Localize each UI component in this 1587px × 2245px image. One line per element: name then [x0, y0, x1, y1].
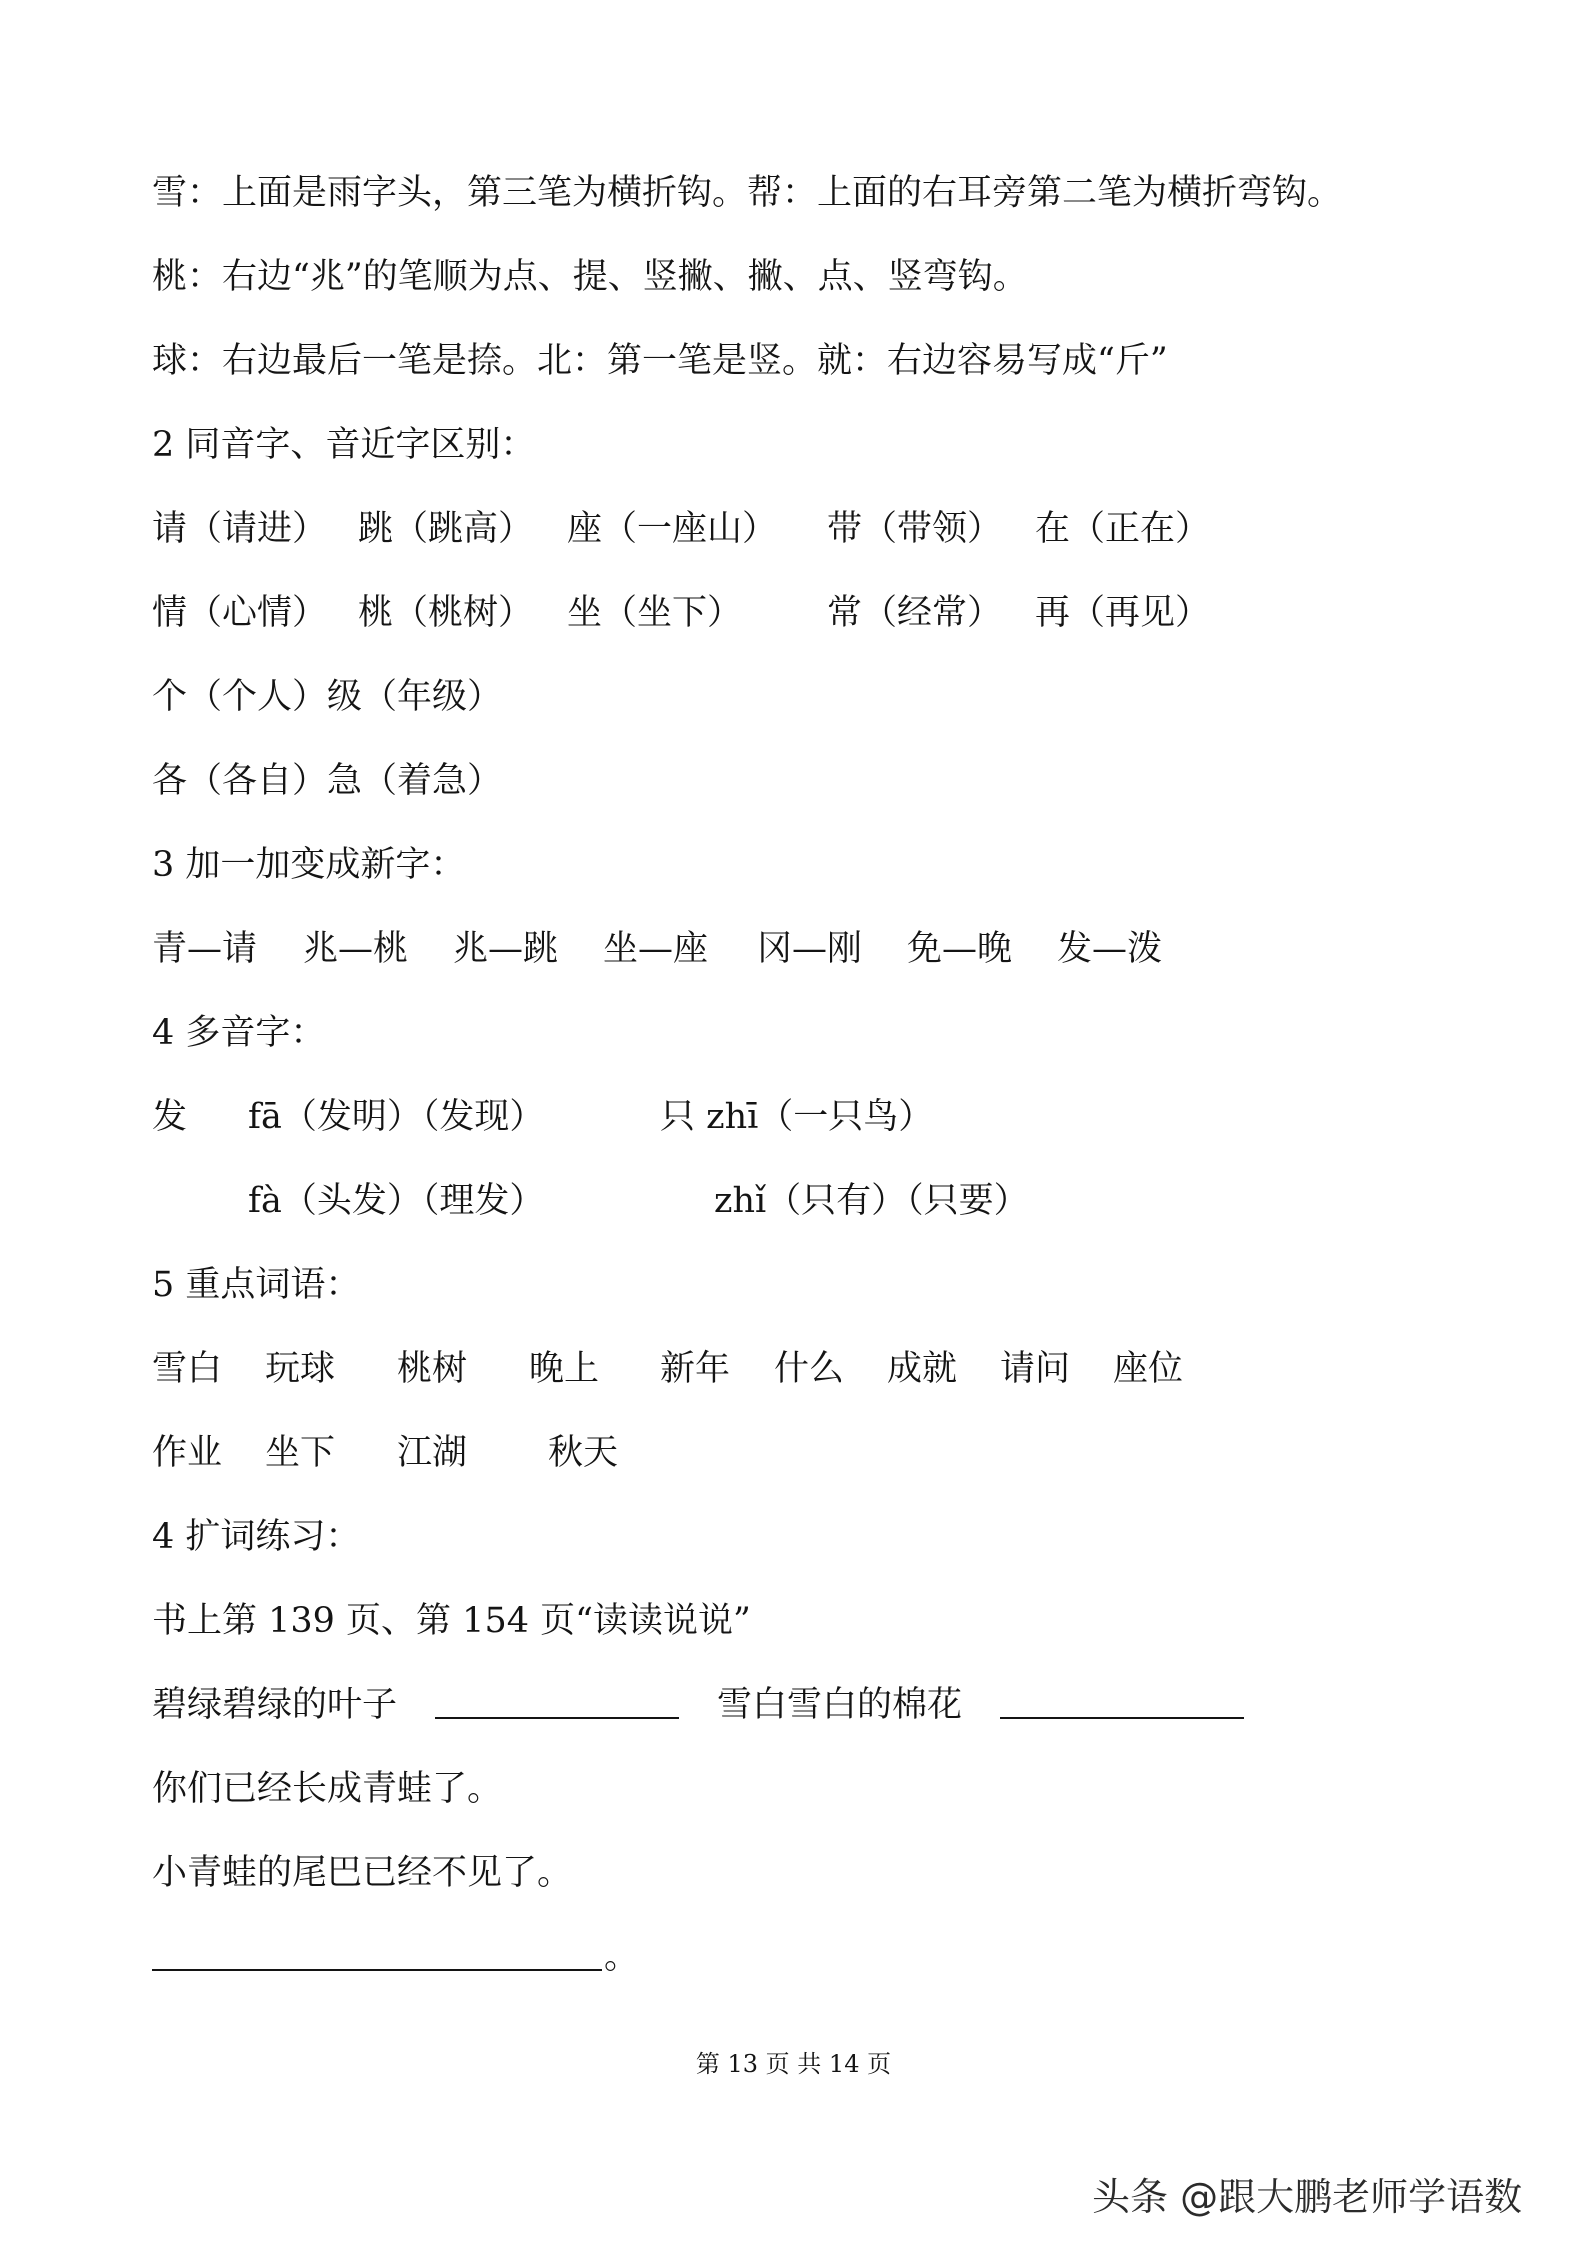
- key-word: 请问: [1000, 1349, 1071, 1389]
- homophone-item: 坐（坐下）: [567, 593, 743, 633]
- homophone-item: 请（请进）: [152, 509, 328, 549]
- answer-blank-2[interactable]: [1000, 1677, 1244, 1733]
- add-parts-heading: 3 加一加变成新字：: [152, 845, 466, 885]
- key-word: 秋天: [548, 1433, 619, 1473]
- expand-reference: 书上第 139 页、第 154 页“读读说说”: [152, 1601, 751, 1641]
- key-word: 什么: [774, 1349, 845, 1389]
- key-word: 桃树: [397, 1349, 468, 1389]
- polyphone-reading: 只 zhī（一只鸟）: [660, 1097, 934, 1137]
- key-word: 新年: [660, 1349, 731, 1389]
- answer-blank-1[interactable]: [435, 1677, 679, 1733]
- homophone-item: 常（经常）: [827, 593, 1003, 633]
- homophone-item: 座（一座山）: [567, 509, 778, 549]
- phrase-1: 碧绿碧绿的叶子: [152, 1685, 398, 1725]
- add-part-item: 青—请: [152, 929, 258, 969]
- add-part-item: 兆—跳: [453, 929, 559, 969]
- homophones-heading: 2 同音字、音近字区别：: [152, 425, 536, 465]
- key-word: 作业: [152, 1433, 223, 1473]
- phrase-2: 雪白雪白的棉花: [717, 1685, 963, 1725]
- key-word: 晚上: [529, 1349, 600, 1389]
- homophone-item: 跳（跳高）: [358, 509, 534, 549]
- key-word: 座位: [1113, 1349, 1184, 1389]
- add-part-item: 发—泼: [1057, 929, 1163, 969]
- page-number-footer: 第 13 页 共 14 页: [695, 2050, 892, 2078]
- add-part-item: 坐—座: [603, 929, 709, 969]
- polyphone-reading: fà（头发）（理发）: [248, 1181, 545, 1221]
- key-word: 成就: [887, 1349, 958, 1389]
- add-part-item: 兆—桃: [303, 929, 409, 969]
- stroke-note-3: 球：右边最后一笔是捺。北：第一笔是竖。就：右边容易写成“斤”: [152, 341, 1168, 381]
- key-word: 玩球: [265, 1349, 336, 1389]
- example-sentence-2: 小青蛙的尾巴已经不见了。: [152, 1853, 573, 1893]
- stroke-note-1: 雪：上面是雨字头，第三笔为横折钩。帮：上面的右耳旁第二笔为横折弯钩。: [152, 173, 1343, 213]
- watermark: 头条 @跟大鹏老师学语数: [1092, 2175, 1523, 2219]
- homophones-row-3: 个（个人）级（年级）: [152, 677, 503, 717]
- homophone-item: 情（心情）: [152, 593, 328, 633]
- polyphone-reading: zhǐ（只有）（只要）: [714, 1181, 1029, 1221]
- key-word: 坐下: [265, 1433, 336, 1473]
- polyphones-heading: 4 多音字：: [152, 1013, 326, 1053]
- homophone-item: 在（正在）: [1035, 509, 1211, 549]
- end-mark: 。: [604, 1937, 640, 1977]
- polyphone-reading: fā（发明）（发现）: [248, 1097, 545, 1137]
- homophones-row-4: 各（各自）急（着急）: [152, 761, 503, 801]
- stroke-note-2: 桃：右边“兆”的笔顺为点、提、竖撇、撇、点、竖弯钩。: [152, 257, 1028, 297]
- expand-heading: 4 扩词练习：: [152, 1517, 361, 1557]
- add-part-item: 冈—刚: [757, 929, 863, 969]
- polyphone-char: 发: [152, 1097, 188, 1137]
- example-sentence-1: 你们已经长成青蛙了。: [152, 1769, 503, 1809]
- homophone-item: 桃（桃树）: [358, 593, 534, 633]
- answer-blank-3[interactable]: [152, 1929, 602, 1985]
- key-word: 江湖: [397, 1433, 468, 1473]
- key-word: 雪白: [152, 1349, 223, 1389]
- homophone-item: 再（再见）: [1035, 593, 1211, 633]
- homophone-item: 带（带领）: [827, 509, 1003, 549]
- add-part-item: 免—晚: [907, 929, 1013, 969]
- key-words-heading: 5 重点词语：: [152, 1265, 361, 1305]
